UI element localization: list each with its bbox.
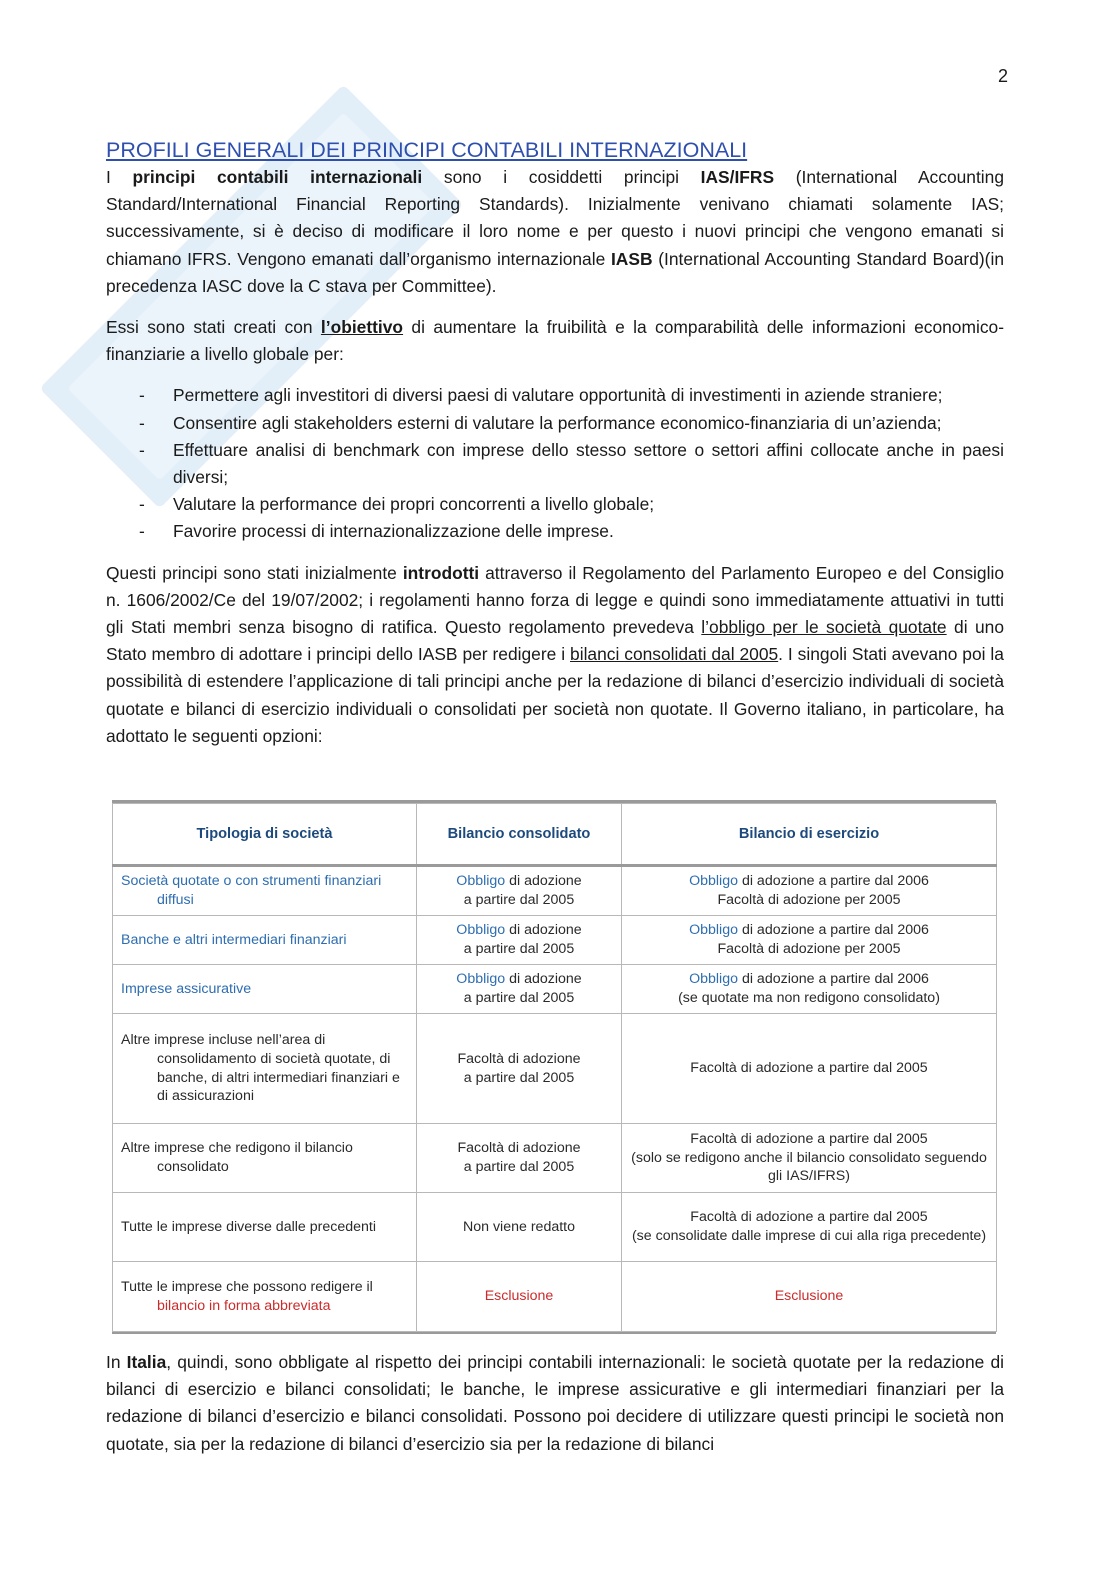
table-row: Banche e altri intermediari finanziari Obbligo di adozione a partire dal 2005 Obbligo di adozione a partire dal 2006 Facoltà di adozione per 2005 xyxy=(113,916,997,965)
main-content xyxy=(106,136,1004,750)
column-header: Bilancio consolidato xyxy=(417,804,622,866)
section-heading: PROFILI GENERALI DEI PRINCIPI CONTABILI INTERNAZIONALI xyxy=(106,138,748,162)
table-row: Tutte le imprese diverse dalle precedenti Non viene redatto Facoltà di adozione a partire dal 2005 (se consolidate dalle imprese di cui alla riga precedente) xyxy=(113,1193,997,1262)
list-item: - Permettere agli investitori di diversi paesi di valutare opportunità di investimenti in aziende straniere; xyxy=(139,385,943,406)
table-row: Tutte le imprese che possono redigere il bilancio in forma abbreviata Esclusione Esclusione xyxy=(113,1262,997,1332)
list-item: - Effettuare analisi di benchmark con imprese dello stesso settore o settori affini collocate anche in paesi diversi; xyxy=(139,439,1004,488)
options-table xyxy=(112,800,996,1334)
paragraph-regulation: Questi principi sono stati inizialmente introdotti attraverso il Regolamento del Parlamento Europeo e del Consiglio n. 1606/2002/Ce del 19/07/2002; i regolamenti hanno forza di legge e quindi sono immediatamente attuativi in tutti gli Stati membri senza bisogno di ratifica. Questo regolamento prevedeva l’obbligo per le società quotate di uno Stato membro di adottare i principi dello IASB per redigere i bilanci consolidati dal 2005. I singoli Stati avevano poi la possibilità di estendere l’applicazione di tali principi anche per la redazione di bilanci d’esercizio individuali di società quotate e bilanci di esercizio individuali o consolidati per società non quotate. Il Governo italiano, in particolare, ha adottato le seguenti opzioni: xyxy=(106,562,1005,746)
table-row: Altre imprese che redigono il bilancio consolidato Facoltà di adozione a partire dal 2005 Facoltà di adozione a partire dal 2005 (solo se redigono anche il bilancio consolidato seguendo gli IAS/IFRS) xyxy=(113,1124,997,1193)
list-item: - Consentire agli stakeholders esterni di valutare la performance economico-finanziaria di un’azienda; xyxy=(139,412,942,433)
list-item: - Valutare la performance dei propri concorrenti a livello globale; xyxy=(139,494,655,515)
column-header: Tipologia di società xyxy=(113,804,417,866)
table-row: Società quotate o con strumenti finanziari diffusi Obbligo di adozione a partire dal 2005 Obbligo di adozione a partire dal 2006 Facoltà di adozione per 2005 xyxy=(113,866,997,916)
table-row: Imprese assicurative Obbligo di adozione a partire dal 2005 Obbligo di adozione a partire dal 2006 (se quotate ma non redigono consolidato) xyxy=(113,965,997,1014)
table-row: Altre imprese incluse nell’area di consolidamento di società quotate, di banche, di altri intermediari finanziari e di assicurazioni Facoltà di adozione a partire dal 2005 Facoltà di adozione a partire dal 2005 xyxy=(113,1014,997,1124)
table-header-row xyxy=(113,804,997,866)
paragraph-italy: In Italia, quindi, sono obbligate al rispetto dei principi contabili internazionali: le società quotate per la redazione di bilanci di esercizio e bilanci consolidati; le banche, le imprese assicurative e gli intermediari finanziari per la redazione di bilanci d’esercizio e bilanci consolidati. Possono poi decidere di utilizzare questi principi le società non quotate, sia per la redazione di bilanci d’esercizio sia per la redazione di bilanci xyxy=(106,1352,1004,1454)
page-number: 2 xyxy=(997,66,1008,86)
list-item: - Favorire processi di internazionalizzazione delle imprese. xyxy=(139,521,614,542)
paragraph-objective: Essi sono stati creati con l’obiettivo di aumentare la fruibilità e la comparabilità delle informazioni economico-finanziarie a livello globale per: xyxy=(106,317,1004,365)
closing-content xyxy=(106,1349,1004,1458)
paragraph-intro: I principi contabili internazionali sono i cosiddetti principi IAS/IFRS (International Accounting Standard/International Financial Reporting Standards). Inizialmente venivano chiamati solamente IAS; successivamente, si è deciso di modificare il loro nome e per questo i nuovi principi che vengono emanati si chiamano IFRS. Vengono emanati dall’organismo internazionale IASB (International Accounting Standard Board)(in precedenza IASC dove la C stava per Committee). xyxy=(106,167,1005,296)
column-header: Bilancio di esercizio xyxy=(622,804,997,866)
objectives-list xyxy=(106,382,1004,545)
